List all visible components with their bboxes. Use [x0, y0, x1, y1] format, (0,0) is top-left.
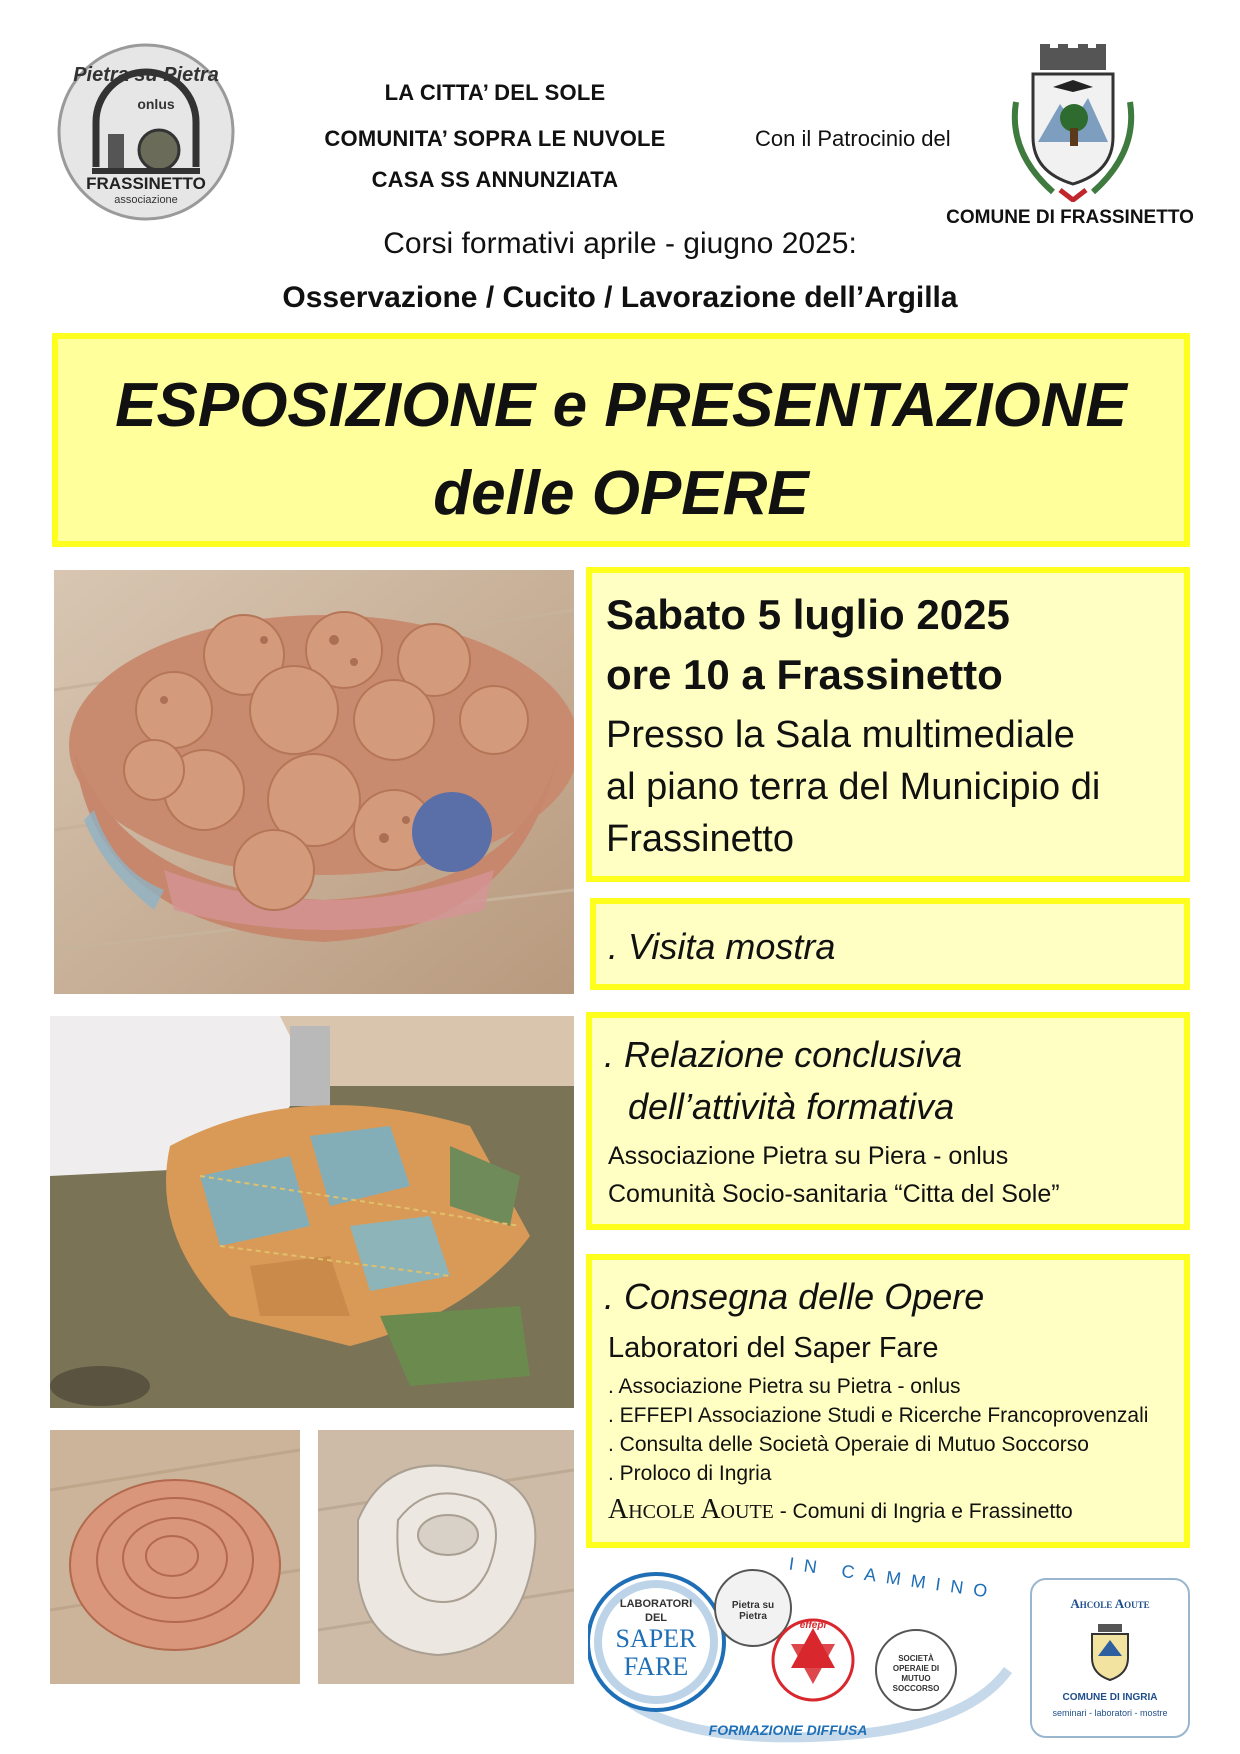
ingria-sub: seminari - laboratori - mostre: [1052, 1708, 1168, 1718]
pietra-su-pietra-logo: [56, 42, 236, 222]
saper-fare-del: DEL: [645, 1612, 667, 1624]
consegna-title: . Consegna delle Opere: [604, 1276, 985, 1317]
logo-mid-text: onlus: [137, 96, 175, 112]
clay-bowl-photo: [54, 570, 574, 994]
saper-fare-top: LABORATORI: [619, 1598, 693, 1610]
frassinetto-coat-of-arms: [998, 42, 1148, 202]
relazione-line-2: dell’attività formativa: [628, 1086, 955, 1127]
ingria-coat-of-arms-icon: [1084, 1622, 1136, 1682]
event-box: [586, 567, 1190, 882]
event-venue-line-2: al piano terra del Municipio di: [606, 766, 1101, 808]
event-date: Sabato 5 luglio 2025: [606, 591, 1010, 638]
comune-label: COMUNE DI FRASSINETTO: [946, 207, 1194, 228]
white-clay-rose-photo: [318, 1430, 574, 1684]
event-venue-line-1: Presso la Sala multimediale: [606, 714, 1075, 756]
relazione-org-2: Comunità Socio-sanitaria “Citta del Sole”: [608, 1180, 1060, 1208]
logo-top-text: Pietra su Pietra: [73, 64, 219, 86]
consegna-subtitle: Laboratori del Saper Fare: [608, 1332, 939, 1364]
formazione-diffusa: FORMAZIONE DIFFUSA: [708, 1722, 868, 1738]
saper-fare-saper: SAPER: [615, 1624, 697, 1653]
title-line-1: ESPOSIZIONE e PRESENTAZIONE: [115, 371, 1127, 440]
consegna-item-4: . Proloco di Ingria: [608, 1462, 772, 1485]
ingria-comune: COMUNE DI INGRIA: [1062, 1692, 1158, 1703]
relazione-org-1: Associazione Pietra su Piera - onlus: [608, 1142, 1009, 1170]
relazione-line-1: . Relazione conclusiva: [604, 1034, 963, 1075]
consegna-item-2: . EFFEPI Associazione Studi e Ricerche Francoprovenzali: [608, 1404, 1149, 1427]
visita-box: [590, 898, 1190, 990]
mini-pietra-logo-text: Pietra su Pietra: [731, 1600, 775, 1622]
consegna-box: [586, 1254, 1190, 1548]
event-venue-line-3: Frassinetto: [606, 818, 794, 860]
title-box: [52, 333, 1190, 547]
saper-fare-fare: FARE: [623, 1652, 689, 1681]
in-cammino: IN CAMMINO: [787, 1553, 999, 1603]
visita-text: . Visita mostra: [608, 926, 836, 967]
ingria-logo: [1030, 1578, 1190, 1738]
ahcole-line: [608, 1494, 1073, 1526]
logo-bottom-text: FRASSINETTO: [86, 174, 206, 193]
title-line-2: delle OPERE: [433, 459, 809, 528]
corsi-heading: Corsi formativi aprile - giugno 2025:: [383, 227, 857, 260]
ahcole-suffix: - Comuni di Ingria e Frassinetto: [773, 1500, 1073, 1523]
consegna-item-3: . Consulta delle Società Operaie di Mutuo Soccorso: [608, 1433, 1089, 1456]
org-line-1: LA CITTA’ DEL SOLE: [384, 80, 606, 105]
ingria-logo-title: Ahcole Aoute: [1070, 1596, 1150, 1611]
consegna-item-1: . Associazione Pietra su Pietra - onlus: [608, 1375, 961, 1398]
relazione-box: [586, 1012, 1190, 1230]
ahcole-name: Ahcole Aoute: [608, 1494, 774, 1525]
corsi-list: Osservazione / Cucito / Lavorazione dell’Argilla: [282, 281, 958, 314]
societa-operaie-text: SOCIETÀ OPERAIE DI MUTUO SOCCORSO: [892, 1654, 940, 1693]
effepi-text: effepi: [799, 1620, 827, 1631]
sewing-photo: [50, 1016, 574, 1408]
org-line-2: COMUNITA’ SOPRA LE NUVOLE: [324, 126, 666, 151]
patrocinio-text: Con il Patrocinio del: [755, 126, 951, 151]
org-line-3: CASA SS ANNUNZIATA: [371, 167, 619, 192]
event-time-place: ore 10 a Frassinetto: [606, 651, 1003, 698]
logo-sub-text: associazione: [114, 194, 178, 206]
terracotta-rose-photo: [50, 1430, 300, 1684]
footer-logos: [588, 1553, 1018, 1745]
